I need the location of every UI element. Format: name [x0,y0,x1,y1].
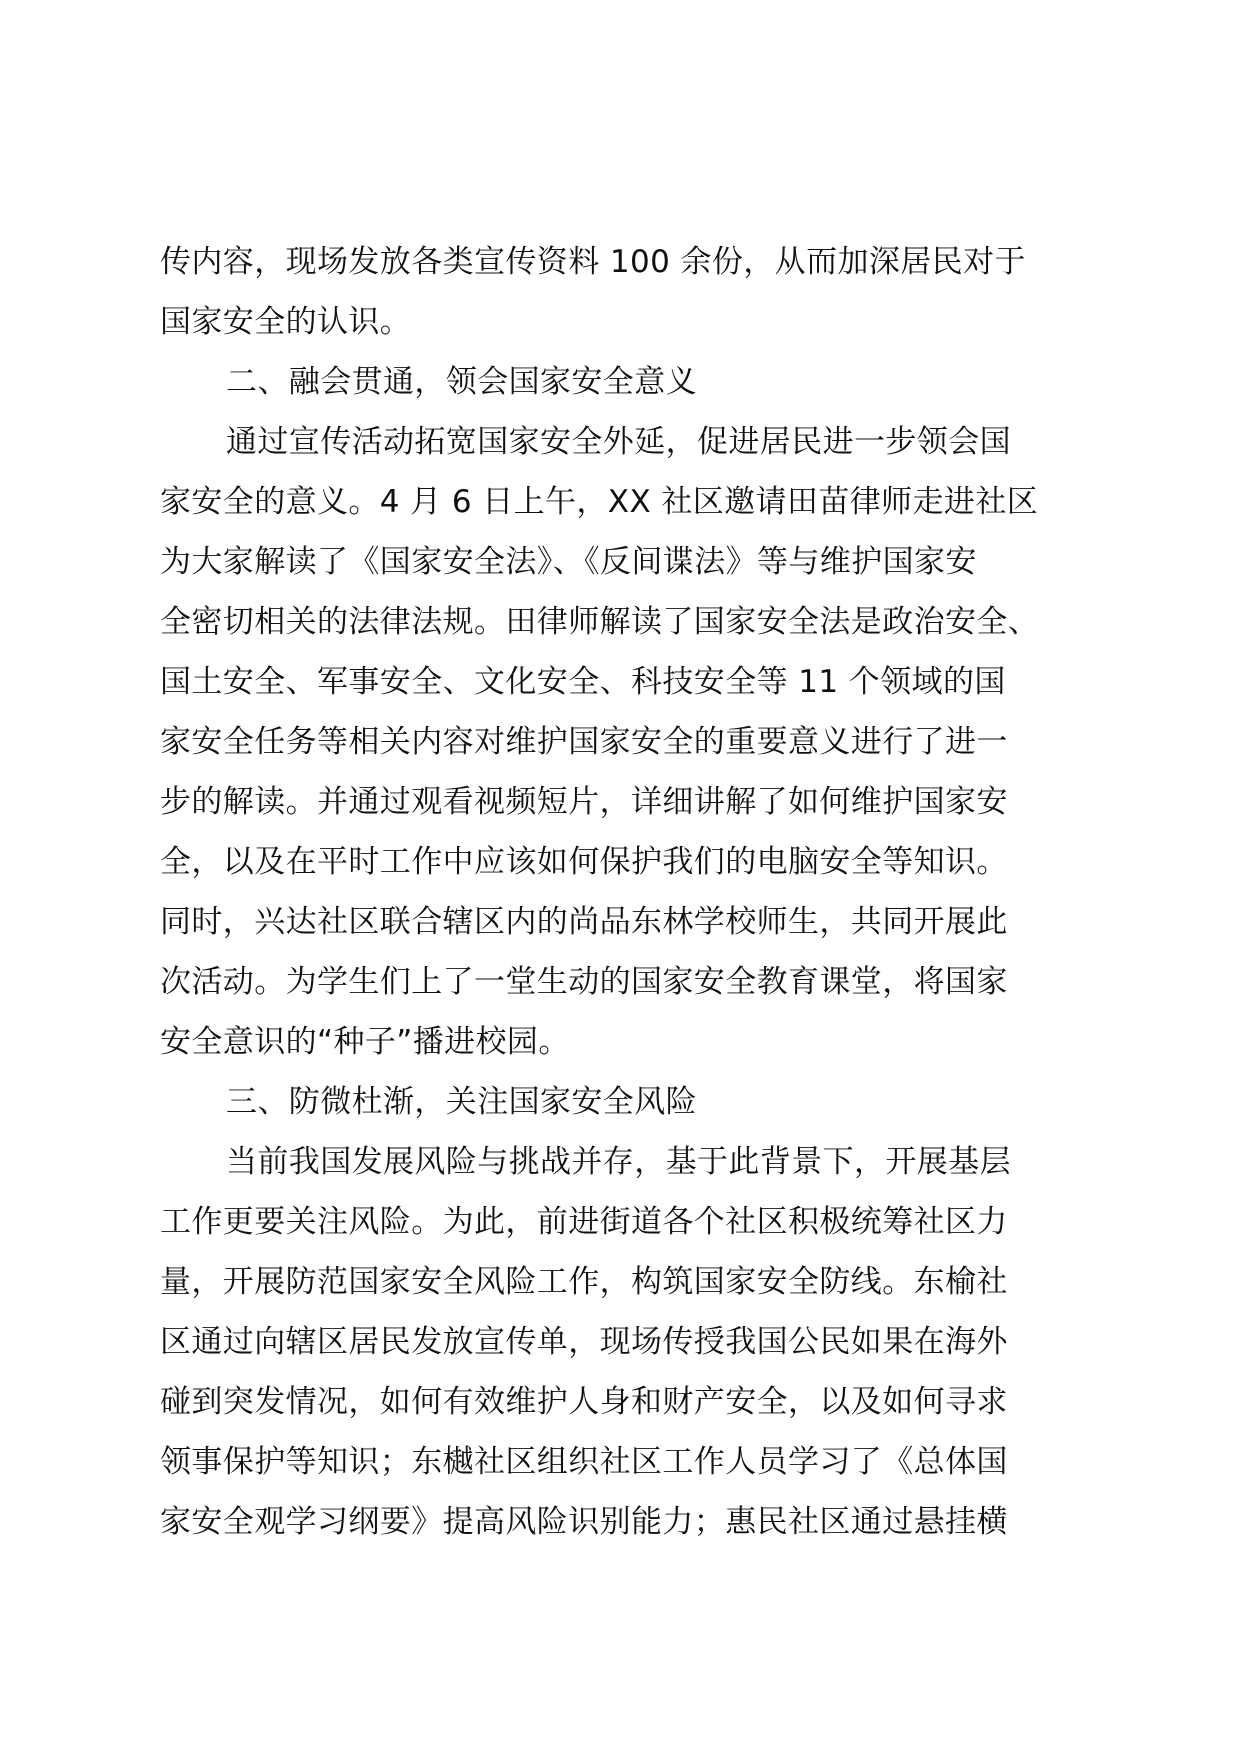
body-text-line: 家安全的意义。4 月 6 日上午，XX 社区邀请田苗律师走进社区 [160,484,1039,520]
body-text-line: 家安全任务等相关内容对维护国家安全的重要意义进行了进一 [160,724,1008,760]
body-text-line: 家安全观学习纲要》提高风险识别能力；惠民社区通过悬挂横 [160,1504,1008,1540]
body-text-line: 区通过向辖区居民发放宣传单，现场传授我国公民如果在海外 [160,1324,1008,1360]
section-heading: 三、防微杜渐，关注国家安全风险 [226,1084,697,1120]
body-text-line: 碰到突发情况，如何有效维护人身和财产安全，以及如何寻求 [160,1384,1008,1420]
body-text-line: 安全意识的“种子”播进校园。 [160,1024,570,1060]
body-text-line: 传内容，现场发放各类宣传资料 100 余份，从而加深居民对于 [160,244,1026,280]
document-body [160,232,1096,1552]
body-text-line: 通过宣传活动拓宽国家安全外延，促进居民进一步领会国 [226,424,1011,460]
body-text-line: 同时，兴达社区联合辖区内的尚品东林学校师生，共同开展此 [160,904,1008,940]
body-text-line: 次活动。为学生们上了一堂生动的国家安全教育课堂，将国家 [160,964,1008,1000]
section-heading: 二、融会贯通，领会国家安全意义 [226,364,697,400]
body-text-line: 步的解读。并通过观看视频短片，详细讲解了如何维护国家安 [160,784,1008,820]
body-text-line: 国家安全的认识。 [160,304,412,340]
body-text-line: 全，以及在平时工作中应该如何保护我们的电脑安全等知识。 [160,844,1008,880]
body-text-line: 量，开展防范国家安全风险工作，构筑国家安全防线。东榆社 [160,1264,1008,1300]
body-text-line: 全密切相关的法律法规。田律师解读了国家安全法是政治安全、 [160,604,1040,640]
body-text-line: 当前我国发展风险与挑战并存，基于此背景下，开展基层 [226,1144,1011,1180]
body-text-line: 工作更要关注风险。为此，前进街道各个社区积极统筹社区力 [160,1204,1008,1240]
body-text-line: 国土安全、军事安全、文化安全、科技安全等 11 个领域的国 [160,664,1006,700]
body-text-line: 为大家解读了《国家安全法》、《反间谍法》等与维护国家安 [160,544,977,580]
body-text-line: 领事保护等知识；东樾社区组织社区工作人员学习了《总体国 [160,1444,1008,1480]
